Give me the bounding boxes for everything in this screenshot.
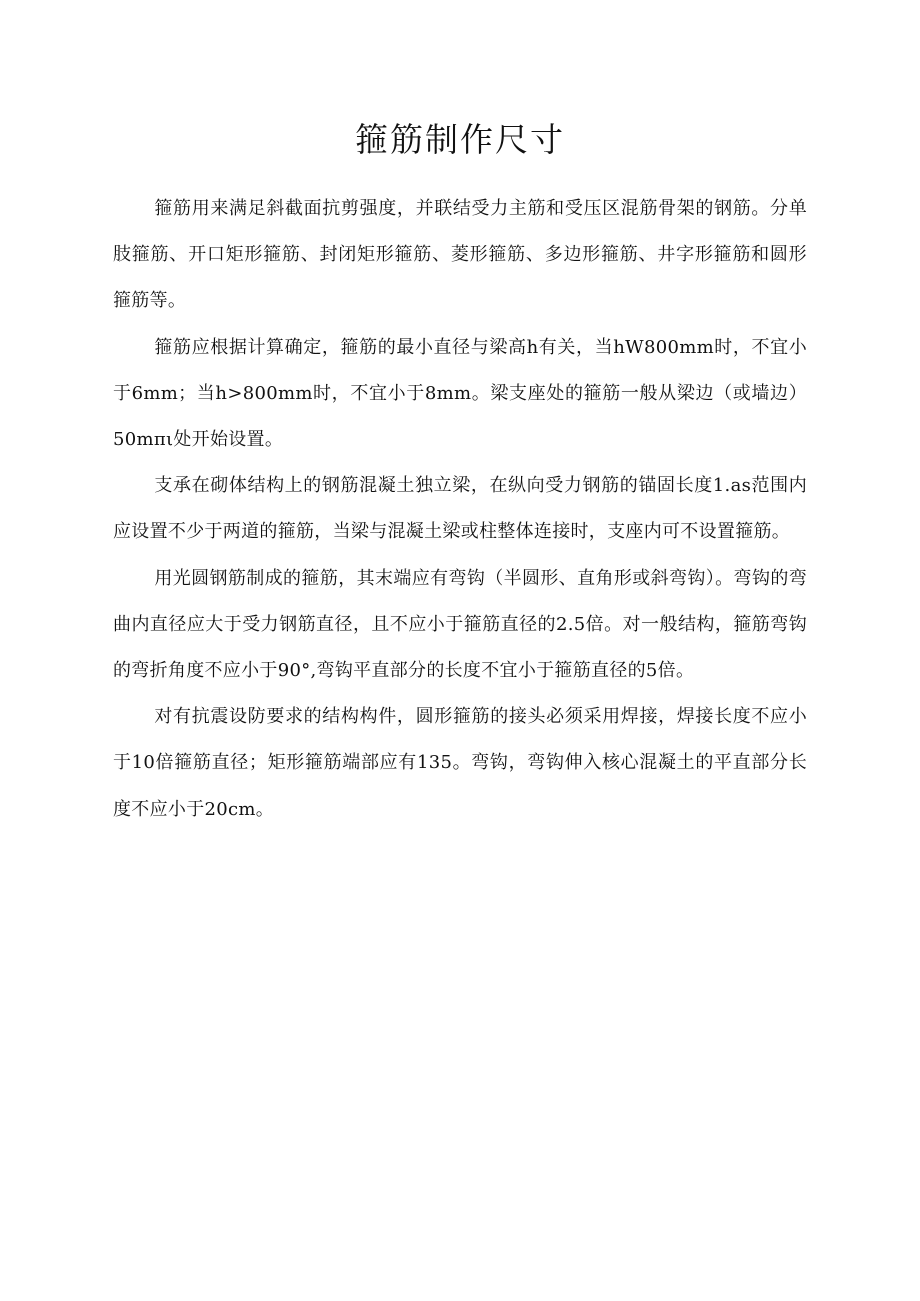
document-body [113,186,807,833]
page-title: 箍筋制作尺寸 [355,120,565,159]
paragraph-masonry-support: 支承在砌体结构上的钢筋混凝土独立梁，在纵向受力钢筋的锚固长度1.as范围内应设置不少于两道的箍筋，当梁与混凝土梁或柱整体连接时，支座内可不设置箍筋。 [113,475,807,543]
paragraph-definition: 箍筋用来满足斜截面抗剪强度，并联结受力主筋和受压区混筋骨架的钢筋。分单肢箍筋、开口矩形箍筋、封闭矩形箍筋、菱形箍筋、多边形箍筋、井字形箍筋和圆形箍筋等。 [113,198,807,312]
paragraph-hook: 用光圆钢筋制成的箍筋，其末端应有弯钩（半圆形、直角形或斜弯钩）。弯钩的弯曲内直径应大于受力钢筋直径，且不应小于箍筋直径的2.5倍。对一般结构，箍筋弯钩的弯折角度不应小于90°,弯钩平直部分的长度不宜小于箍筋直径的5倍。 [113,567,807,682]
paragraph-diameter: 箍筋应根据计算确定，箍筋的最小直径与梁高h有关，当hW800mm时，不宜小于6mm；当h>800mm时，不宜小于8mm。梁支座处的箍筋一般从梁边（或墙边）50mπι处开始设置。 [113,336,807,451]
paragraph-seismic: 对有抗震设防要求的结构构件，圆形箍筋的接头必须采用焊接，焊接长度不应小于10倍箍筋直径；矩形箍筋端部应有135。弯钩，弯钩伸入核心混凝土的平直部分长度不应小于20cm。 [113,706,807,820]
